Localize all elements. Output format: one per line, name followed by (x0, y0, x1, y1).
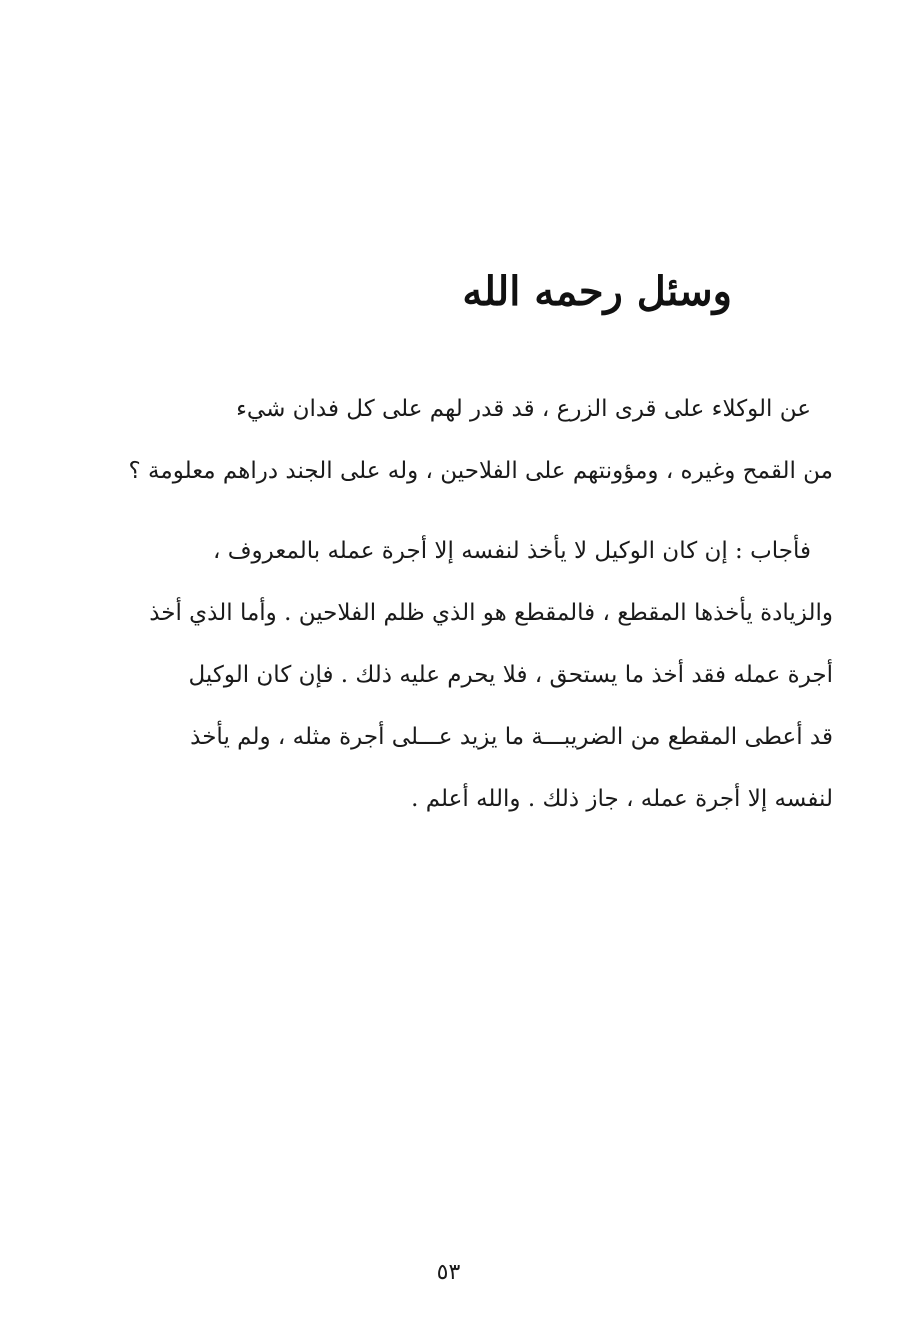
question-line: من القمح وغيره ، ومؤونتهم على الفلاحين ، وله على الجند دراهم معلومة ؟ (128, 458, 833, 484)
question-line: عن الوكلاء على قرى الزرع ، قد قدر لهم على كل فدان شيء (236, 396, 811, 422)
answer-line: أجرة عمله فقد أخذ ما يستحق ، فلا يحرم عليه ذلك . فإن كان الوكيل (188, 662, 833, 688)
answer-paragraph (117, 520, 833, 830)
answer-line: قد أعطى المقطع من الضريبـــة ما يزيد عـــلى أجرة مثله ، ولم يأخذ (190, 724, 833, 750)
answer-line: والزيادة يأخذها المقطع ، فالمقطع هو الذي ظلم الفلاحين . وأما الذي أخذ (149, 600, 833, 626)
question-paragraph (117, 378, 833, 502)
answer-line: فأجاب : إن كان الوكيل لا يأخذ لنفسه إلا أجرة عمله بالمعروف ، (212, 538, 811, 564)
answer-line: لنفسه إلا أجرة عمله ، جاز ذلك . والله أعلم . (411, 786, 833, 812)
page-number: ٥٣ (436, 1260, 461, 1285)
section-heading: وسئل رحمه الله (462, 268, 732, 315)
